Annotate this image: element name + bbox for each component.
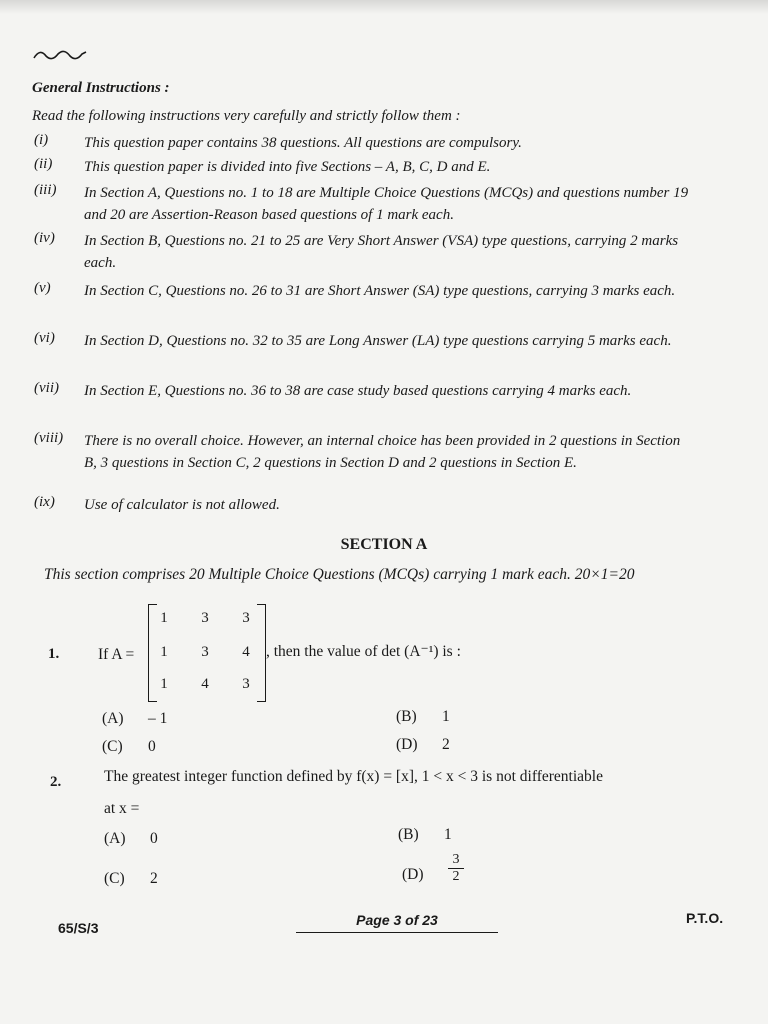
matrix-cell: 4 — [201, 676, 209, 692]
option-a — [102, 710, 167, 728]
option-c — [104, 870, 158, 888]
option-label: (D) — [402, 866, 424, 883]
option-a — [104, 830, 158, 848]
instruction-text: In Section A, Questions no. 1 to 18 are Multiple Choice Questions (MCQs) and questions number 19 and 20 are Assertion-Reason based questions of 1 mark each. — [84, 185, 689, 223]
page-number: Page 3 of 23 — [296, 912, 498, 933]
matrix-cell: 1 — [160, 644, 168, 660]
option-value: 2 — [150, 870, 158, 887]
option-value: 1 — [442, 708, 450, 725]
question-number: 2. — [50, 774, 62, 790]
matrix-cell: 4 — [242, 644, 250, 660]
question-text: The greatest integer function defined by f(x) = [x], 1 < x < 3 is not differentiable — [104, 768, 603, 785]
matrix-cell: 3 — [201, 644, 209, 660]
paper-code: 65/S/3 — [58, 920, 99, 936]
instruction-text: In Section B, Questions no. 21 to 25 are Very Short Answer (VSA) type questions, carrying 2 marks each. — [84, 233, 679, 271]
option-d — [396, 736, 450, 754]
option-label: (C) — [104, 870, 125, 887]
instruction-number: (ii) — [34, 156, 53, 172]
instruction-text: In Section E, Questions no. 36 to 38 are case study based questions carrying 4 marks each. — [84, 383, 632, 399]
instruction-text: This question paper is divided into five Sections – A, B, C, D and E. — [84, 159, 491, 175]
instruction-text: In Section C, Questions no. 26 to 31 are Short Answer (SA) type questions, carrying 3 marks each. — [84, 283, 676, 299]
option-label: (B) — [396, 708, 417, 725]
instruction-number: (v) — [34, 280, 51, 296]
question-text-continued: at x = — [104, 800, 140, 817]
instruction-number: (vii) — [34, 380, 59, 396]
matrix-cell: 3 — [242, 610, 250, 626]
instruction-text: There is no overall choice. However, an internal choice has been provided in 2 questions in Section B, 3 questions in Section C, 2 questions in Section D and 2 questions in Section E. — [84, 433, 681, 471]
page-edge-shadow — [0, 0, 768, 14]
instruction-number: (vi) — [34, 330, 55, 346]
matrix-cell: 3 — [242, 676, 250, 692]
question-number: 1. — [48, 646, 60, 662]
option-label: (D) — [396, 736, 418, 753]
section-title: SECTION A — [340, 536, 428, 553]
instruction-number: (ix) — [34, 494, 55, 510]
general-instructions-title: General Instructions : — [32, 80, 170, 96]
instruction-number: (iii) — [34, 182, 57, 198]
squiggle-mark-icon — [32, 48, 88, 62]
matrix-right-bracket — [257, 604, 266, 702]
instruction-text: In Section D, Questions no. 32 to 35 are Long Answer (LA) type questions carrying 5 marks each. — [84, 333, 672, 349]
option-label: (B) — [398, 826, 419, 843]
option-value: – 1 — [148, 710, 168, 727]
option-b — [396, 708, 450, 726]
option-b — [398, 826, 452, 844]
matrix-cell: 1 — [160, 676, 168, 692]
instruction-text: Use of calculator is not allowed. — [84, 497, 280, 513]
option-d — [402, 866, 448, 884]
instructions-lead: Read the following instructions very carefully and strictly follow them : — [32, 108, 461, 124]
matrix-cell: 3 — [201, 610, 209, 626]
question-prefix: If A = — [98, 646, 135, 663]
option-value: 0 — [148, 738, 156, 755]
matrix-a — [148, 604, 266, 700]
option-value: 1 — [444, 826, 452, 843]
instruction-number: (viii) — [34, 430, 64, 446]
option-label: (A) — [104, 830, 126, 847]
fraction-numerator: 3 — [448, 852, 464, 869]
matrix-cell: 1 — [160, 610, 168, 626]
section-description: This section comprises 20 Multiple Choice Questions (MCQs) carrying 1 mark each. 20×1=20 — [44, 566, 635, 583]
option-label: (A) — [102, 710, 124, 727]
please-turn-over: P.T.O. — [686, 910, 724, 926]
instruction-number: (i) — [34, 132, 49, 148]
question-suffix: , then the value of det (A⁻¹) is : — [266, 643, 461, 660]
option-value: 2 — [442, 736, 450, 753]
fraction-three-halves — [448, 852, 464, 885]
option-value: 0 — [150, 830, 158, 847]
option-label: (C) — [102, 738, 123, 755]
option-c — [102, 738, 156, 756]
instruction-text: This question paper contains 38 questions. All questions are compulsory. — [84, 135, 522, 151]
fraction-denominator: 2 — [452, 869, 460, 884]
instruction-number: (iv) — [34, 230, 55, 246]
